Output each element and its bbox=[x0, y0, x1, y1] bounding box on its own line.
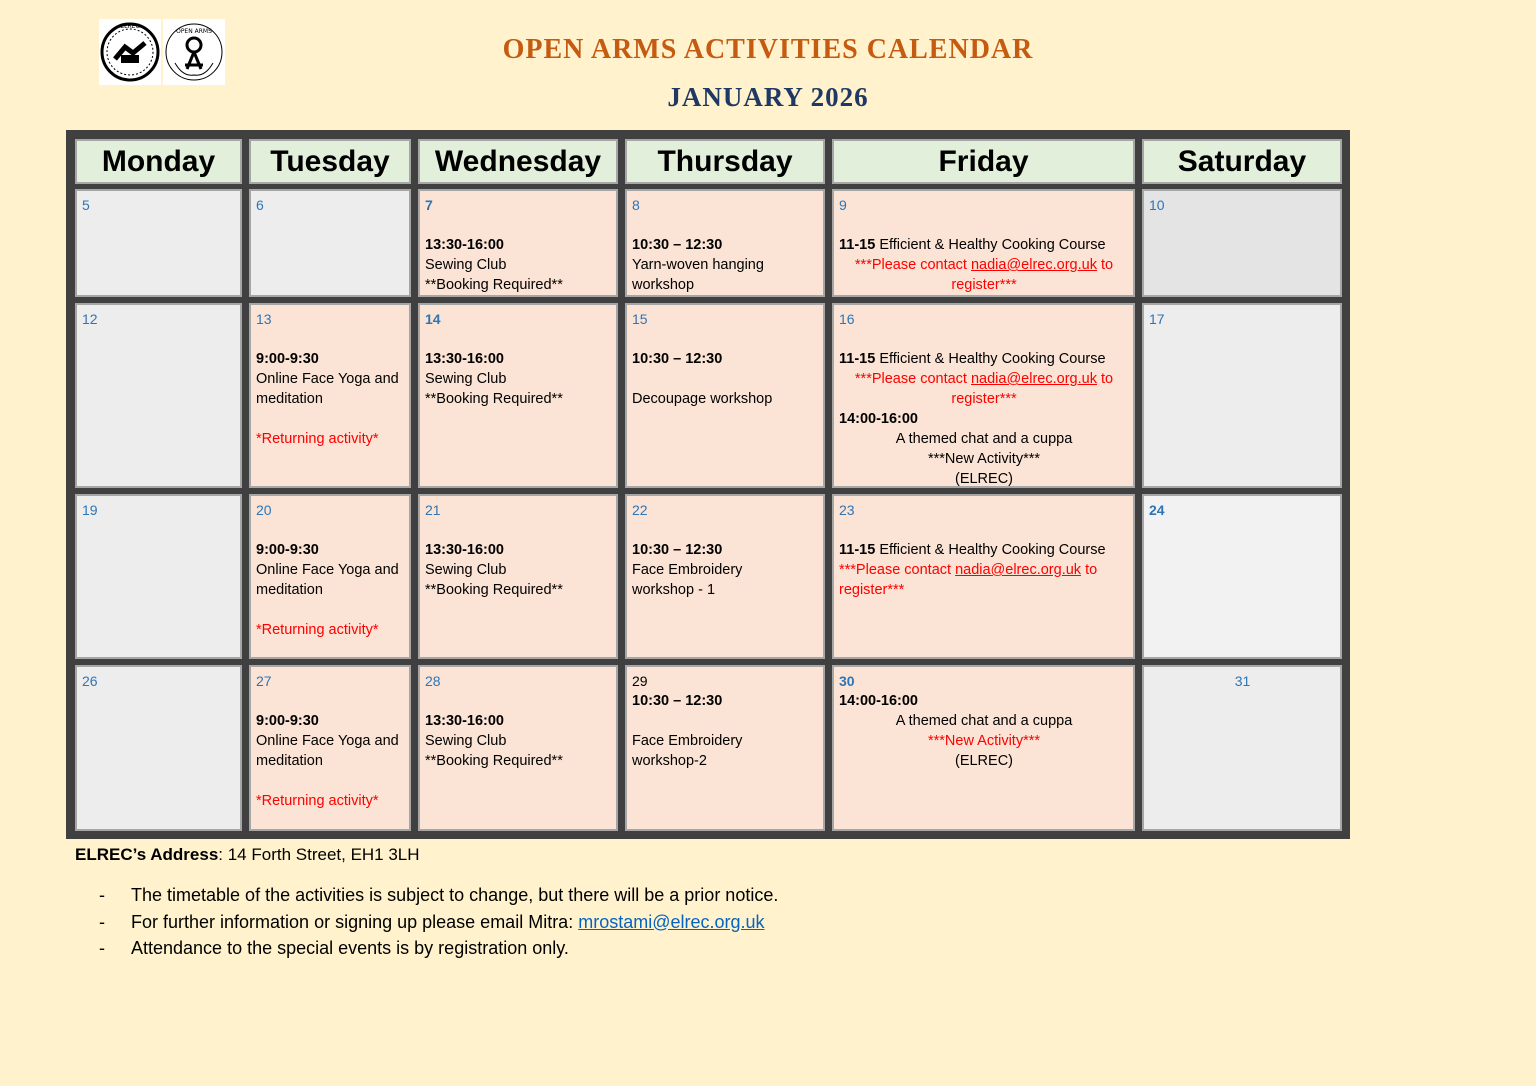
address-line bbox=[75, 844, 420, 866]
event-title: Sewing Club bbox=[425, 733, 507, 749]
day-number: 9 bbox=[839, 197, 847, 213]
event-title: Decoupage workshop bbox=[632, 391, 773, 407]
day-cell-12[interactable] bbox=[75, 303, 242, 488]
day-cell-22[interactable] bbox=[625, 494, 825, 659]
day-cell-31[interactable] bbox=[1142, 665, 1342, 831]
contact-email-link[interactable]: nadia@elrec.org.uk bbox=[955, 562, 1082, 578]
event-time: 11-15 bbox=[839, 237, 876, 253]
address-value: : 14 Forth Street, EH1 3LH bbox=[218, 845, 420, 864]
svg-text:ELREC: ELREC bbox=[120, 23, 140, 30]
day-cell-6[interactable] bbox=[249, 189, 411, 297]
day-cell-29[interactable] bbox=[625, 665, 825, 831]
event-title: Sewing Club bbox=[425, 371, 507, 387]
event-note: *Returning activity* bbox=[256, 622, 379, 638]
day-cell-30[interactable] bbox=[832, 665, 1135, 831]
contact-to: to bbox=[1081, 562, 1098, 578]
day-number: 20 bbox=[256, 502, 272, 518]
note-text: The timetable of the activities is subject to change, but there will be a prior notice. bbox=[131, 885, 779, 905]
day-cell-10[interactable] bbox=[1142, 189, 1342, 297]
day-number: 27 bbox=[256, 673, 272, 689]
contact-text: ***Please contact bbox=[854, 371, 971, 387]
day-number: 29 bbox=[632, 673, 648, 689]
event-title: Efficient & Healthy Cooking Course bbox=[875, 237, 1106, 253]
notes-list bbox=[99, 882, 778, 962]
contact-email-link[interactable]: nadia@elrec.org.uk bbox=[970, 371, 1097, 387]
event-title: meditation bbox=[256, 753, 323, 769]
day-number: 26 bbox=[82, 673, 98, 689]
bullet-dash: - bbox=[99, 885, 105, 905]
day-cell-16[interactable] bbox=[832, 303, 1135, 488]
event-title: A themed chat and a cuppa bbox=[895, 713, 1073, 729]
day-cell-17[interactable] bbox=[1142, 303, 1342, 488]
event-time: 10:30 – 12:30 bbox=[632, 351, 723, 367]
contact-email-link[interactable]: nadia@elrec.org.uk bbox=[970, 257, 1097, 273]
day-number: 22 bbox=[632, 502, 648, 518]
contact-to: to bbox=[1096, 257, 1114, 273]
day-number: 28 bbox=[425, 673, 441, 689]
event-title: Online Face Yoga and bbox=[256, 371, 399, 387]
day-number: 30 bbox=[839, 673, 855, 689]
event-title: Online Face Yoga and bbox=[256, 562, 399, 578]
event-title: Sewing Club bbox=[425, 562, 507, 578]
calendar-grid bbox=[66, 130, 1350, 839]
day-cell-24[interactable] bbox=[1142, 494, 1342, 659]
day-cell-14[interactable] bbox=[418, 303, 618, 488]
day-number: 8 bbox=[632, 197, 640, 213]
event-title: Online Face Yoga and bbox=[256, 733, 399, 749]
address-label: ELREC’s Address bbox=[75, 845, 219, 864]
day-cell-9[interactable] bbox=[832, 189, 1135, 297]
event-title: Efficient & Healthy Cooking Course bbox=[875, 351, 1106, 367]
event-note: *Returning activity* bbox=[256, 431, 379, 447]
event-time: 10:30 – 12:30 bbox=[632, 542, 723, 558]
note-text: For further information or signing up please email Mitra: bbox=[131, 911, 579, 932]
event-time: 11-15 bbox=[839, 542, 876, 558]
event-note: **Booking Required** bbox=[425, 582, 563, 598]
contact-text: ***Please contact bbox=[839, 562, 956, 578]
event-time: 14:00-16:00 bbox=[839, 693, 918, 709]
event-note: *Returning activity* bbox=[256, 793, 379, 809]
event-note: **Booking Required** bbox=[425, 391, 563, 407]
header-thursday: Thursday bbox=[625, 139, 825, 184]
event-title: Face Embroidery bbox=[632, 562, 743, 578]
day-number: 6 bbox=[256, 197, 264, 213]
event-note: ***New Activity*** bbox=[927, 733, 1040, 749]
page-title: OPEN ARMS ACTIVITIES CALENDAR bbox=[502, 34, 1034, 65]
day-cell-15[interactable] bbox=[625, 303, 825, 488]
event-title: workshop bbox=[632, 277, 695, 293]
list-item bbox=[99, 935, 778, 962]
day-cell-23[interactable] bbox=[832, 494, 1135, 659]
day-number: 14 bbox=[425, 311, 441, 327]
day-number: 19 bbox=[82, 502, 98, 518]
day-number: 16 bbox=[839, 311, 855, 327]
day-number: 13 bbox=[256, 311, 272, 327]
day-number: 24 bbox=[1149, 502, 1165, 518]
day-cell-8[interactable] bbox=[625, 189, 825, 297]
contact-register: register*** bbox=[951, 277, 1017, 293]
event-time: 13:30-16:00 bbox=[425, 351, 504, 367]
day-number: 31 bbox=[1234, 673, 1251, 689]
event-time: 9:00-9:30 bbox=[256, 542, 319, 558]
event-note: ***New Activity*** bbox=[927, 451, 1040, 467]
event-title: meditation bbox=[256, 391, 323, 407]
header-wednesday: Wednesday bbox=[418, 139, 618, 184]
event-title: workshop - 1 bbox=[632, 582, 716, 598]
event-org: (ELREC) bbox=[954, 471, 1013, 487]
event-title: Sewing Club bbox=[425, 257, 507, 273]
contact-register: register*** bbox=[951, 391, 1017, 407]
mitra-email-link[interactable]: mrostami@elrec.org.uk bbox=[578, 911, 765, 932]
svg-text:OPEN ARMS: OPEN ARMS bbox=[176, 28, 212, 35]
event-title: meditation bbox=[256, 582, 323, 598]
day-cell-5[interactable] bbox=[75, 189, 242, 297]
event-note: **Booking Required** bbox=[425, 753, 563, 769]
header-monday: Monday bbox=[75, 139, 242, 184]
event-time: 13:30-16:00 bbox=[425, 713, 504, 729]
event-time: 9:00-9:30 bbox=[256, 351, 319, 367]
note-text: Attendance to the special events is by registration only. bbox=[131, 938, 569, 958]
day-cell-26[interactable] bbox=[75, 665, 242, 831]
bullet-dash: - bbox=[99, 938, 105, 958]
event-time: 10:30 – 12:30 bbox=[632, 693, 723, 709]
day-number: 17 bbox=[1149, 311, 1165, 327]
event-time: 10:30 – 12:30 bbox=[632, 237, 723, 253]
day-number: 7 bbox=[425, 197, 433, 213]
header-tuesday: Tuesday bbox=[249, 139, 411, 184]
event-time: 11-15 bbox=[839, 351, 876, 367]
month-title: JANUARY 2026 bbox=[667, 82, 869, 112]
event-time: 13:30-16:00 bbox=[425, 542, 504, 558]
contact-register: register*** bbox=[839, 582, 905, 598]
day-cell-28[interactable] bbox=[418, 665, 618, 831]
day-number: 23 bbox=[839, 502, 855, 518]
contact-to: to bbox=[1096, 371, 1114, 387]
day-cell-21[interactable] bbox=[418, 494, 618, 659]
day-cell-19[interactable] bbox=[75, 494, 242, 659]
day-number: 10 bbox=[1149, 197, 1165, 213]
list-item bbox=[99, 882, 778, 909]
event-title: Face Embroidery bbox=[632, 733, 743, 749]
header-friday: Friday bbox=[832, 139, 1135, 184]
day-number: 12 bbox=[82, 311, 98, 327]
event-time: 13:30-16:00 bbox=[425, 237, 504, 253]
list-item bbox=[99, 909, 778, 936]
day-number: 15 bbox=[632, 311, 648, 327]
contact-text: ***Please contact bbox=[854, 257, 971, 273]
day-cell-20[interactable] bbox=[249, 494, 411, 659]
event-time: 9:00-9:30 bbox=[256, 713, 319, 729]
day-cell-13[interactable] bbox=[249, 303, 411, 488]
event-title: Efficient & Healthy Cooking Course bbox=[875, 542, 1106, 558]
day-cell-27[interactable] bbox=[249, 665, 411, 831]
header-saturday: Saturday bbox=[1142, 139, 1342, 184]
day-number: 5 bbox=[82, 197, 90, 213]
event-title: workshop-2 bbox=[632, 753, 707, 769]
day-number: 21 bbox=[425, 502, 441, 518]
event-title: A themed chat and a cuppa bbox=[895, 431, 1073, 447]
event-time: 14:00-16:00 bbox=[839, 411, 918, 427]
day-cell-7[interactable] bbox=[418, 189, 618, 297]
bullet-dash: - bbox=[99, 911, 105, 932]
event-title: Yarn-woven hanging bbox=[632, 257, 764, 273]
event-note: **Booking Required** bbox=[425, 277, 563, 293]
event-org: (ELREC) bbox=[954, 753, 1013, 769]
